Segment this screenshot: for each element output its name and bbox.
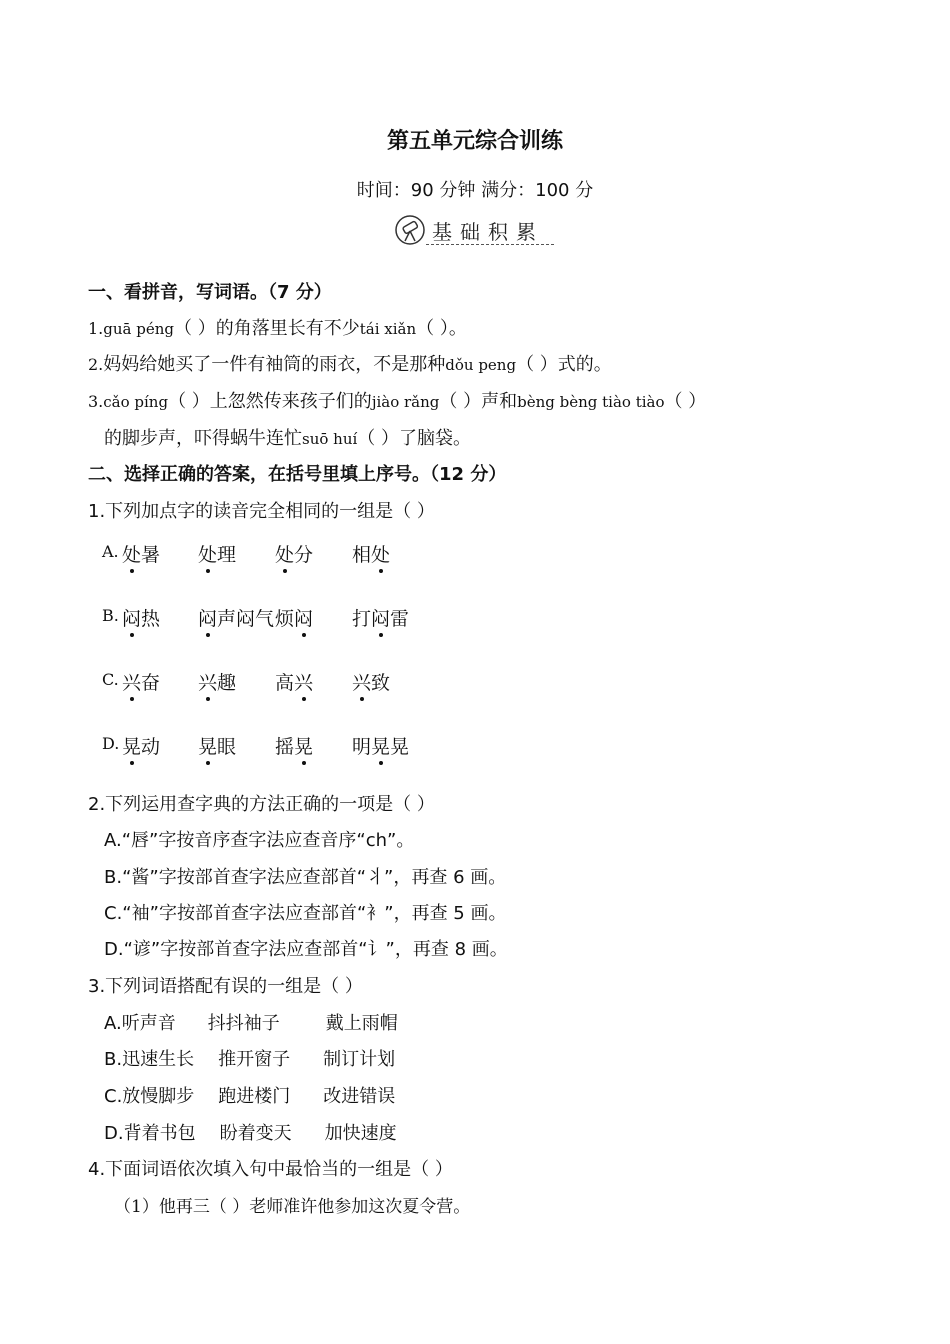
dotted-character: 处 [275, 540, 294, 567]
dotted-character: 闷 [371, 604, 390, 631]
option-word: 晃眼 [198, 732, 236, 759]
option-word: 相处 [352, 540, 390, 567]
option-label: B. [102, 606, 119, 625]
option-word: 高兴 [275, 668, 313, 695]
section-banner [394, 212, 564, 250]
option-label: A. [102, 542, 119, 561]
s1-question-3: 3.cǎo píng（ ）上忽然传来孩子们的jiào rǎng（ ）声和bèng bèng tiào tiào（ ） [88, 391, 707, 412]
option-word: 闷声闷气 [198, 604, 274, 631]
s2-q2-stem: 2.下列运用查字典的方法正确的一项是（ ） [88, 794, 435, 815]
option-word: 兴趣 [198, 668, 236, 695]
option-word: 兴致 [352, 668, 390, 695]
s2-q4-sub1: （1）他再三（ ）老师准许他参加这次夏令营。 [114, 1197, 471, 1217]
dotted-character: 闷 [294, 604, 313, 631]
dotted-character: 处 [122, 540, 141, 567]
dotted-character: 晃 [371, 732, 390, 759]
option-word: 闷热 [122, 604, 160, 631]
dotted-character: 晃 [198, 732, 217, 759]
dotted-character: 处 [371, 540, 390, 567]
dotted-character: 兴 [294, 668, 313, 695]
s2-q2-option-b: B.“酱”字按部首查字法应查部首“丬”，再查 6 画。 [104, 867, 507, 888]
s2-q3-stem: 3.下列词语搭配有误的一组是（ ） [88, 976, 363, 997]
s2-q3-option-b: B.迅速生长 推开窗子 制订计划 [104, 1049, 396, 1070]
s2-q3-option-a: A.听声音 抖抖袖子 戴上雨帽 [104, 1013, 398, 1034]
dotted-character: 晃 [294, 732, 313, 759]
banner-underline [426, 244, 554, 245]
s2-q4-stem: 4.下面词语依次填入句中最恰当的一组是（ ） [88, 1159, 453, 1180]
option-word: 处分 [275, 540, 313, 567]
dotted-character: 兴 [198, 668, 217, 695]
section2-heading: 二、选择正确的答案，在括号里填上序号。（12 分） [88, 464, 507, 485]
option-word: 打闷雷 [352, 604, 409, 631]
dotted-character: 闷 [122, 604, 141, 631]
s2-q2-option-d: D.“谚”字按部首查字法应查部首“讠”，再查 8 画。 [104, 939, 508, 960]
s2-q2-option-a: A.“唇”字按音序查字法应查音序“ch”。 [104, 830, 415, 851]
option-word: 兴奋 [122, 668, 160, 695]
option-word: 晃动 [122, 732, 160, 759]
dotted-character: 闷 [198, 604, 217, 631]
exam-time-score: 时间：90 分钟 满分：100 分 [356, 180, 594, 201]
option-label: D. [102, 734, 120, 753]
option-word: 烦闷 [275, 604, 313, 631]
section1-heading: 一、看拼音，写词语。（7 分） [88, 282, 332, 303]
banner-label: 基础积累 [432, 220, 544, 244]
dotted-character: 处 [198, 540, 217, 567]
dotted-character: 兴 [122, 668, 141, 695]
option-word: 明晃晃 [352, 732, 409, 759]
dotted-character: 晃 [122, 732, 141, 759]
option-label: C. [102, 670, 119, 689]
s2-q1-stem: 1.下列加点字的读音完全相同的一组是（ ） [88, 501, 435, 522]
telescope-icon [394, 214, 426, 246]
option-word: 处理 [198, 540, 236, 567]
s2-q3-option-d: D.背着书包 盼着变天 加快速度 [104, 1123, 397, 1144]
s2-q2-option-c: C.“袖”字按部首查字法应查部首“衤”，再查 5 画。 [104, 903, 507, 924]
option-word: 处暑 [122, 540, 160, 567]
dotted-character: 兴 [352, 668, 371, 695]
s1-question-3-continued: 的脚步声，吓得蜗牛连忙suō huí（ ）了脑袋。 [104, 428, 472, 449]
page-title: 第五单元综合训练 [386, 129, 563, 154]
s1-question-1: 1.guā péng（ ）的角落里长有不少tái xiǎn（ ）。 [88, 318, 467, 339]
option-word: 摇晃 [275, 732, 313, 759]
s1-question-2: 2.妈妈给她买了一件有袖筒的雨衣，不是那种dǒu peng（ ）式的。 [88, 354, 612, 375]
s2-q3-option-c: C.放慢脚步 跑进楼门 改进错误 [104, 1086, 396, 1107]
